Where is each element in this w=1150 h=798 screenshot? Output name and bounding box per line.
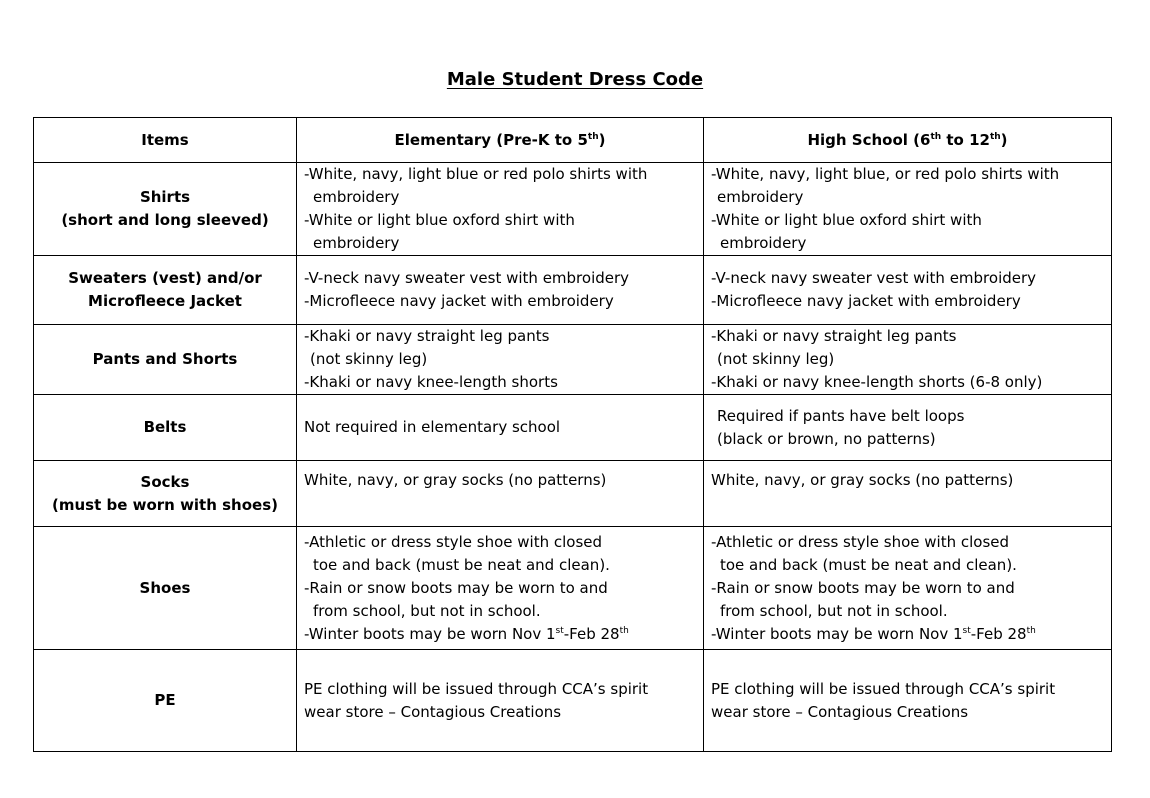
high-school-pe: PE clothing will be issued through CCA’s spirit wear store – Contagious Creations [704, 650, 1112, 752]
item-socks: Socks (must be worn with shoes) [34, 461, 297, 527]
high-school-sweaters: -V-neck navy sweater vest with embroidery -Microfleece navy jacket with embroidery [704, 256, 1112, 325]
high-school-belts: Required if pants have belt loops (black or brown, no patterns) [704, 395, 1112, 461]
high-school-pants: -Khaki or navy straight leg pants (not skinny leg) -Khaki or navy knee-length shorts (6-8 only) [704, 325, 1112, 395]
header-elementary: Elementary (Pre-K to 5th) [297, 118, 704, 163]
item-pants: Pants and Shorts [34, 325, 297, 395]
elementary-pe: PE clothing will be issued through CCA’s spirit wear store – Contagious Creations [297, 650, 704, 752]
elementary-belts: Not required in elementary school [297, 395, 704, 461]
item-shoes: Shoes [34, 527, 297, 650]
elementary-shirts: -White, navy, light blue or red polo shirts with embroidery -White or light blue oxford shirt with embroidery [297, 163, 704, 256]
table-row-belts [34, 395, 1112, 461]
item-belts: Belts [34, 395, 297, 461]
page-title: Male Student Dress Code [446, 69, 704, 90]
item-sweaters: Sweaters (vest) and/or Microfleece Jacket [34, 256, 297, 325]
table-row-shoes [34, 527, 1112, 650]
header-items: Items [34, 118, 297, 163]
table-row-shirts [34, 163, 1112, 256]
dress-code-table [33, 117, 1112, 752]
item-shirts: Shirts (short and long sleeved) [34, 163, 297, 256]
header-high-school: High School (6th to 12th) [704, 118, 1112, 163]
table-row-socks [34, 461, 1112, 527]
elementary-socks: White, navy, or gray socks (no patterns) [297, 461, 704, 527]
high-school-shirts: -White, navy, light blue, or red polo shirts with embroidery -White or light blue oxford shirt with embroidery [704, 163, 1112, 256]
table-row-sweaters [34, 256, 1112, 325]
elementary-pants: -Khaki or navy straight leg pants (not skinny leg) -Khaki or navy knee-length shorts [297, 325, 704, 395]
high-school-socks: White, navy, or gray socks (no patterns) [704, 461, 1112, 527]
elementary-sweaters: -V-neck navy sweater vest with embroidery -Microfleece navy jacket with embroidery [297, 256, 704, 325]
table-header-row [34, 118, 1112, 163]
elementary-shoes: -Athletic or dress style shoe with closed toe and back (must be neat and clean). -Rain or snow boots may be worn to and from school, but not in school. -Winter boots may be worn Nov 1st-Feb 28th [297, 527, 704, 650]
high-school-shoes: -Athletic or dress style shoe with closed toe and back (must be neat and clean). -Rain or snow boots may be worn to and from school, but not in school. -Winter boots may be worn Nov 1st-Feb 28th [704, 527, 1112, 650]
item-pe: PE [34, 650, 297, 752]
table-row-pants [34, 325, 1112, 395]
table-row-pe [34, 650, 1112, 752]
